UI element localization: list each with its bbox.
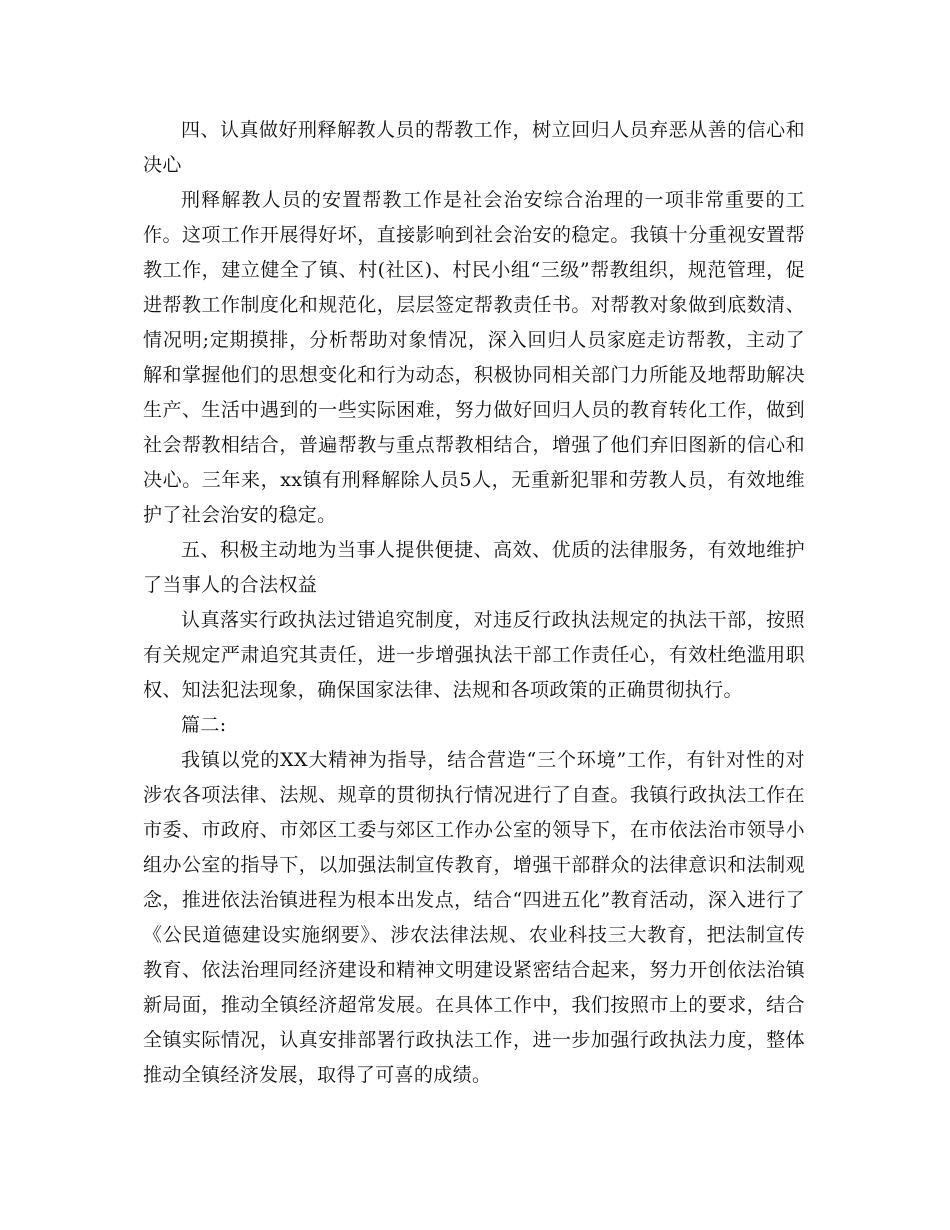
- heading-section-five: 五、积极主动地为当事人提供便捷、高效、优质的法律服务，有效地维护了当事人的合法权益: [143, 539, 805, 596]
- paragraph-enforcement-accountability: 认真落实行政执法过错追究制度，对违反行政执法规定的执法干部，按照有关规定严肃追究其责任，进一步增强执法干部工作责任心，有效杜绝滥用职权、知法犯法现象，确保国家法律、法规和各项政策的正确贯彻执行。: [143, 609, 805, 701]
- paragraph-self-inspection: 我镇以党的XX大精神为指导，结合营造“三个环境”工作，有针对性的对涉农各项法律、法规、规章的贯彻执行情况进行了自查。我镇行政执法工作在市委、市政府、市郊区工委与郊区工作办公室的领导下，在市依法治市领导小组办公室的指导下，以加强法制宣传教育，增强干部群众的法律意识和法制观念，推进依法治镇进程为根本出发点，结合“四进五化”教育活动，深入进行了《公民道德建设实施纲要》、涉农法律法规、农业科技三大教育，把法制宣传教育、依法治理同经济建设和精神文明建设紧密结合起来，努力开创依法治镇新局面，推动全镇经济超常发展。在具体工作中，我们按照市上的要求，结合全镇实际情况，认真安排部署行政执法工作，进一步加强行政执法力度，整体推动全镇经济发展，取得了可喜的成绩。: [143, 749, 805, 1086]
- document-body: [143, 113, 805, 1093]
- paragraph-resettlement-assistance: 刑释解教人员的安置帮教工作是社会治安综合治理的一项非常重要的工作。这项工作开展得好坏，直接影响到社会治安的稳定。我镇十分重视安置帮教工作，建立健全了镇、村(社区)、村民小组“三级”帮教组织，规范管理，促进帮教工作制度化和规范化，层层签定帮教责任书。对帮教对象做到底数清、情况明;定期摸排，分析帮助对象情况，深入回归人员家庭走访帮教，主动了解和掌握他们的思想变化和行为动态，积极协同相关部门力所能及地帮助解决生产、生活中遇到的一些实际困难，努力做好回归人员的教育转化工作，做到社会帮教相结合，普遍帮教与重点帮教相结合，增强了他们弃旧图新的信心和决心。三年来，xx镇有刑释解除人员5人，无重新犯罪和劳教人员，有效地维护了社会治安的稳定。: [143, 189, 805, 526]
- heading-section-four: 四、认真做好刑释解教人员的帮教工作，树立回归人员弃恶从善的信心和决心: [143, 119, 805, 176]
- section-label-part-two: 篇二:: [181, 714, 227, 736]
